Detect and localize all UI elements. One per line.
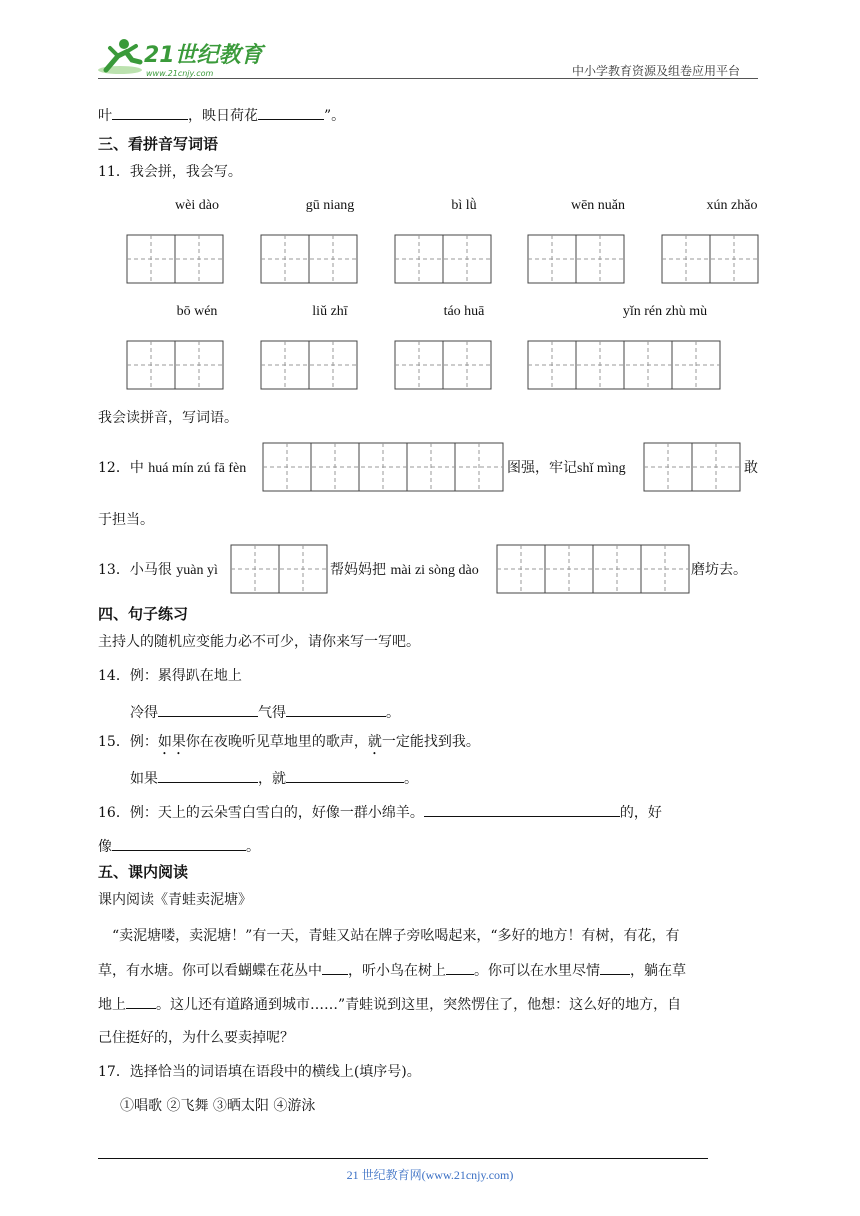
- q14-label-b: 气得: [258, 705, 286, 721]
- q15-end: 一定能找到我。: [381, 734, 480, 750]
- q12-pinyin-1: huá mín zú fā fèn: [148, 461, 247, 476]
- pinyin-label: wēn nuǎn: [570, 198, 626, 213]
- answer-blank[interactable]: [112, 836, 246, 851]
- q15-emph-2: 就: [367, 734, 382, 750]
- pinyin-label: yǐn rén zhù mù: [622, 304, 708, 319]
- answer-blank[interactable]: [158, 768, 258, 783]
- logo-text: 21世纪教育: [144, 43, 263, 68]
- q11-text: 11．我会拼，我会写。: [98, 164, 242, 180]
- pinyin-label: bì lǜ: [451, 198, 477, 213]
- writing-grid[interactable]: [260, 234, 358, 284]
- passage-line-4: 己住挺好的，为什么要卖掉呢？: [98, 1030, 294, 1046]
- q16-text-b: 的，好: [619, 805, 662, 821]
- runner-logo-icon: [96, 34, 266, 82]
- answer-blank[interactable]: [446, 960, 474, 975]
- q12-middle: [507, 458, 626, 479]
- q15-emph-1: 如果: [157, 734, 186, 750]
- answer-blank[interactable]: [158, 702, 258, 717]
- q12-prefix: [98, 458, 246, 479]
- q16-text-d: 。: [246, 839, 260, 855]
- pinyin-label: xún zhǎo: [706, 198, 758, 213]
- q15-mid: 你在夜晚听见草地里的歌声，: [185, 734, 368, 750]
- footer-divider: [98, 1158, 708, 1159]
- instruction-text: 我会读拼音，写词语。: [98, 410, 238, 426]
- poem-text-a: 叶: [98, 108, 112, 124]
- answer-blank[interactable]: [258, 105, 324, 120]
- answer-blank[interactable]: [126, 994, 156, 1009]
- section5-subtitle: 课内阅读《青蛙卖泥塘》: [98, 892, 252, 908]
- q12-text-b: 图强，牢记: [507, 460, 577, 476]
- poem-line: [98, 105, 345, 126]
- writing-grid[interactable]: [262, 442, 504, 492]
- q15-prefix: 15．例：: [98, 734, 158, 750]
- logo-url: www.21cnjy.com: [146, 69, 214, 78]
- q12-text-c: 敢: [744, 460, 758, 476]
- writing-grid[interactable]: [527, 340, 721, 390]
- q12-pinyin-2: shǐ mìng: [577, 461, 626, 476]
- poem-text-c: ”。: [324, 108, 346, 124]
- q15-label-c: 。: [404, 771, 418, 787]
- answer-blank[interactable]: [424, 802, 620, 817]
- q14-end: 。: [386, 705, 400, 721]
- q14-answer-line: [130, 702, 400, 723]
- writing-grid[interactable]: [643, 442, 741, 492]
- q15-text: [98, 732, 480, 758]
- q13-text-b: 帮妈妈把: [330, 562, 386, 578]
- q15-label-a: 如果: [130, 771, 158, 787]
- writing-grid[interactable]: [126, 340, 224, 390]
- answer-blank[interactable]: [322, 960, 348, 975]
- passage-line-3: [98, 994, 681, 1015]
- pinyin-label: wèi dào: [175, 198, 219, 213]
- q14-label-a: 冷得: [130, 705, 158, 721]
- section4-intro: 主持人的随机应变能力必不可少，请你来写一写吧。: [98, 634, 420, 650]
- passage-text: 。你可以在水里尽情: [474, 963, 600, 979]
- passage-line-2: [98, 960, 686, 981]
- writing-grid[interactable]: [527, 234, 625, 284]
- answer-blank[interactable]: [600, 960, 630, 975]
- writing-grid[interactable]: [260, 340, 358, 390]
- q16-line-2: [98, 836, 260, 857]
- pinyin-label: liǔ zhī: [312, 304, 348, 319]
- q13-text-a: 13．小马很: [98, 562, 172, 578]
- passage-line-1: “卖泥塘喽，卖泥塘！”有一天，青蛙又站在牌子旁吆喝起来，“多好的地方！有树，有花，有: [112, 928, 680, 944]
- footer-text: 21 世纪教育网(www.21cnjy.com): [346, 1168, 514, 1182]
- q13-middle: [330, 560, 479, 581]
- pinyin-label: táo huā: [443, 304, 485, 319]
- q14-text: 14．例：累得趴在地上: [98, 668, 242, 684]
- poem-text-b: ，映日荷花: [188, 108, 258, 124]
- passage-text: 。这儿还有道路通到城市……”青蛙说到这里，突然愣住了，他想：这么好的地方，自: [156, 997, 682, 1013]
- section3-title: 三、看拼音写词语: [98, 135, 219, 153]
- q16-text: 16．例：天上的云朵雪白雪白的，好像一群小绵羊。: [98, 805, 424, 821]
- passage-text: 地上: [98, 997, 126, 1013]
- writing-grid[interactable]: [230, 544, 328, 594]
- writing-grid[interactable]: [126, 234, 224, 284]
- header-platform-text: 中小学教育资源及组卷应用平台: [572, 64, 741, 78]
- q13-prefix: [98, 560, 218, 581]
- site-logo: [96, 34, 266, 82]
- writing-grid[interactable]: [394, 340, 492, 390]
- answer-blank[interactable]: [286, 768, 404, 783]
- section5-title: 五、课内阅读: [98, 863, 189, 881]
- q17-options: ①唱歌 ②飞舞 ③晒太阳 ④游泳: [120, 1098, 316, 1114]
- q13-pinyin-2: mài zi sòng dào: [390, 563, 479, 578]
- q17-text: 17．选择恰当的词语填在语段中的横线上(填序号)。: [98, 1064, 421, 1080]
- passage-text: 草，有水塘。你可以看蝴蝶在花丛中: [98, 963, 322, 979]
- pinyin-label: bō wén: [176, 304, 218, 319]
- pinyin-label: gū niang: [305, 198, 355, 213]
- header-divider: [98, 78, 758, 79]
- passage-text: ，躺在草: [630, 963, 686, 979]
- q16-text-c: 像: [98, 839, 112, 855]
- passage-text: ，听小鸟在树上: [348, 963, 446, 979]
- answer-blank[interactable]: [286, 702, 386, 717]
- q12-text-a: 12．中: [98, 460, 144, 476]
- q15-label-b: ，就: [258, 771, 286, 787]
- answer-blank[interactable]: [112, 105, 188, 120]
- writing-grid[interactable]: [496, 544, 690, 594]
- writing-grid[interactable]: [661, 234, 759, 284]
- q13-text-c: 磨坊去。: [691, 562, 747, 578]
- q16-line-1: [98, 802, 662, 823]
- q15-answer-line: [130, 768, 418, 789]
- section4-title: 四、句子练习: [98, 605, 189, 623]
- q12-text-d: 于担当。: [98, 512, 154, 528]
- q13-pinyin-1: yuàn yì: [176, 563, 218, 578]
- writing-grid[interactable]: [394, 234, 492, 284]
